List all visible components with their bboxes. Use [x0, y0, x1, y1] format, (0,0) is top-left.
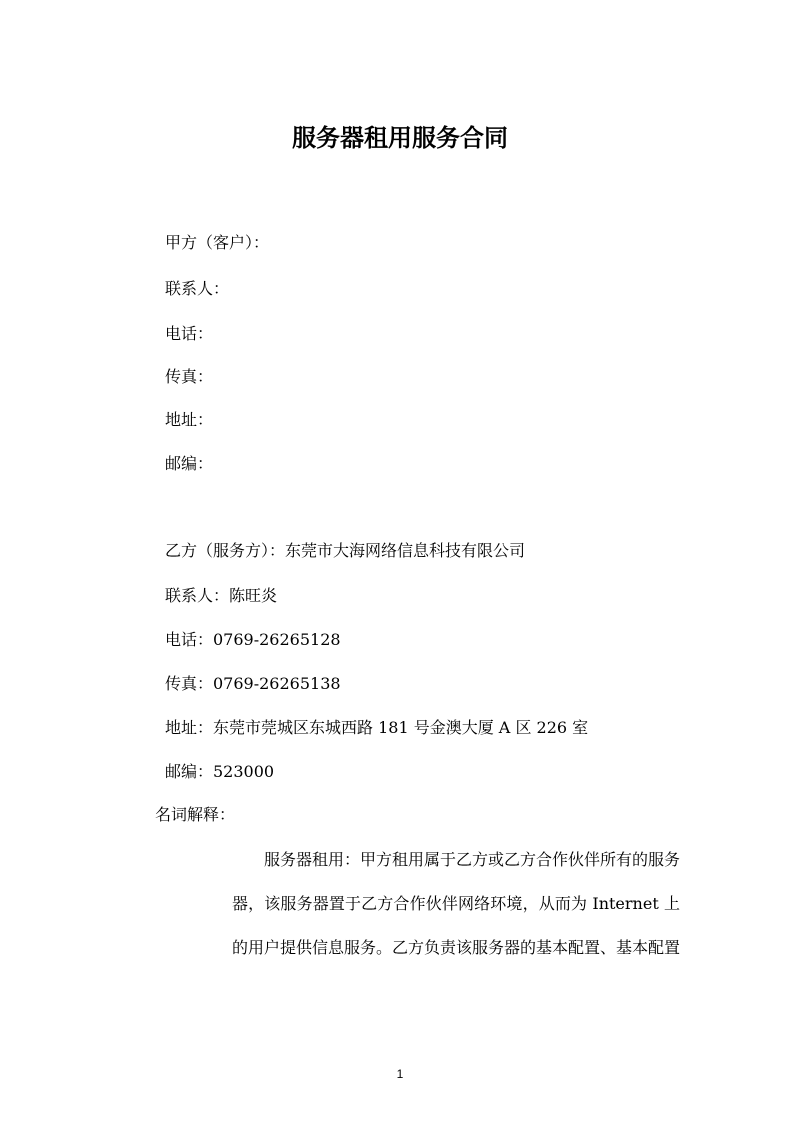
- party-a-name: 甲方（客户）：: [165, 233, 270, 252]
- party-b-postcode: 邮编：523000: [165, 762, 275, 781]
- party-b-name: 乙方（服务方）：东莞市大海网络信息科技有限公司: [165, 541, 526, 560]
- party-a-address: 地址：: [165, 410, 214, 429]
- party-b-fax: 传真：0769-26265138: [165, 674, 341, 693]
- definition-line: 的用户提供信息服务。乙方负责该服务器的基本配置、基本配置: [232, 938, 681, 957]
- party-b-phone: 电话：0769-26265128: [165, 630, 341, 649]
- party-a-phone: 电话：: [165, 324, 214, 343]
- definitions-heading: 名词解释：: [155, 805, 236, 824]
- party-a-fax: 传真：: [165, 367, 214, 386]
- party-b-contact: 联系人：陈旺炎: [165, 586, 278, 605]
- definition-line: 器，该服务器置于乙方合作伙伴网络环境，从而为 Internet 上: [232, 894, 680, 913]
- definition-line: 服务器租用：甲方租用属于乙方或乙方合作伙伴所有的服务: [264, 850, 681, 869]
- page-number: 1: [396, 1067, 404, 1081]
- document-title: 服务器租用服务合同: [292, 124, 508, 152]
- party-b-address: 地址：东莞市莞城区东城西路 181 号金澳大厦 A 区 226 室: [165, 718, 589, 737]
- party-a-postcode: 邮编：: [165, 454, 214, 473]
- party-a-contact: 联系人：: [165, 279, 230, 298]
